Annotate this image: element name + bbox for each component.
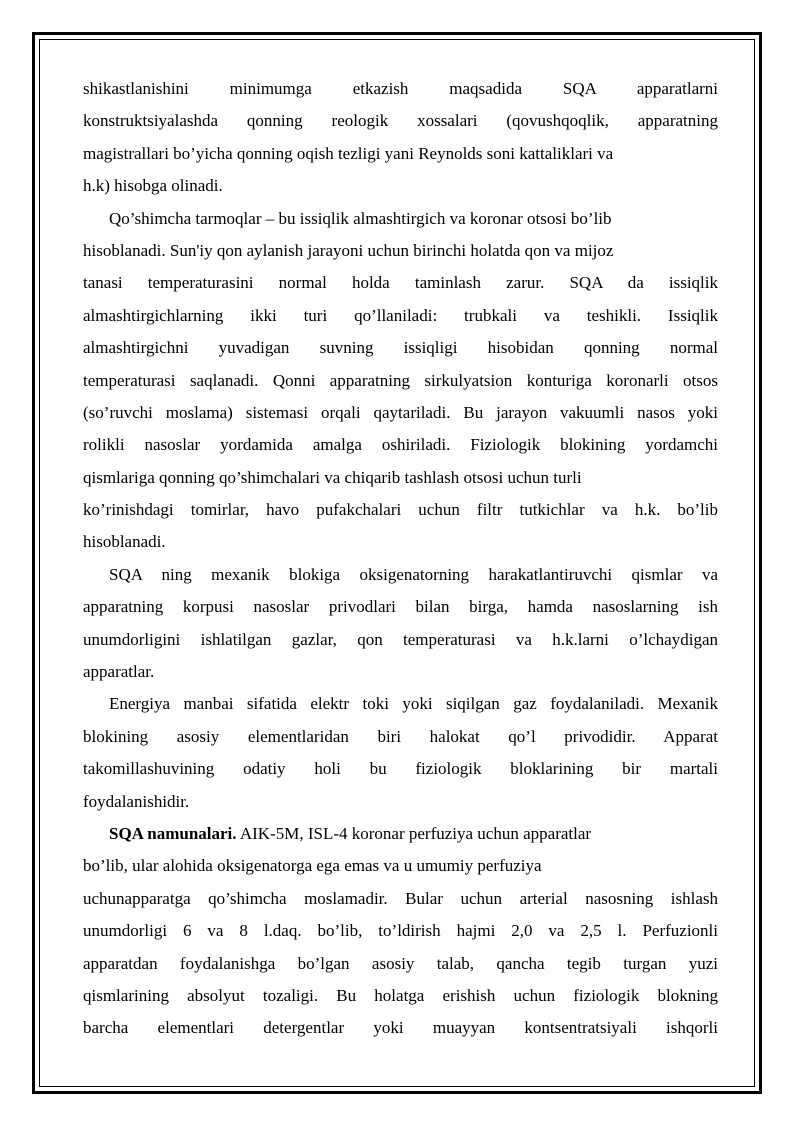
line-text: almashtirgichni yuvadigan suvning issiqligi hisobidan qonning normal — [83, 338, 718, 358]
text-line — [83, 624, 718, 656]
text-line — [83, 73, 718, 105]
line-text: konstruktsiyalashda qonning reologik xossalari (qovushqoqlik, apparatning — [83, 111, 718, 131]
text-line — [83, 948, 718, 980]
line-text: tanasi temperaturasini normal holda taminlash zarur. SQA da issiqlik — [83, 273, 718, 293]
text-line — [83, 688, 718, 720]
text-line — [83, 170, 718, 202]
text-line — [83, 235, 718, 267]
text-line — [83, 397, 718, 429]
line-text: hisoblanadi. — [83, 532, 166, 552]
text-line — [83, 980, 718, 1012]
line-text: ko’rinishdagi tomirlar, havo pufakchalari uchun filtr tutkichlar va h.k. bo’lib — [83, 500, 718, 520]
text-line — [83, 429, 718, 461]
line-text: qismlarining absolyut tozaligi. Bu holatga erishish uchun fiziologik blokning — [83, 985, 718, 1005]
text-line — [83, 721, 718, 753]
line-text: takomillashuvining odatiy holi bu fiziologik bloklarining bir martali — [83, 759, 718, 779]
text-line — [83, 656, 718, 688]
text-line — [83, 559, 718, 591]
line-text: temperaturasi saqlanadi. Qonni apparatning sirkulyatsion konturiga koronarli otsos — [83, 370, 718, 390]
line-text: shikastlanishini minimumga etkazish maqsadida SQA apparatlarni — [83, 79, 718, 98]
line-text: magistrallari bo’yicha qonning oqish tezligi yani Reynolds soni kattaliklari va — [83, 143, 614, 163]
text-line — [83, 138, 718, 170]
line-text: foydalanishidir. — [83, 791, 190, 811]
text-line — [83, 494, 718, 526]
line-text: almashtirgichlarning ikki turi qo’llaniladi: trubkali va teshikli. Issiqlik — [83, 305, 718, 325]
line-text: hisoblanadi. Sun'iy qon aylanish jarayoni uchun birinchi holatda qon va mijoz — [83, 240, 614, 260]
line-text: (so’ruvchi moslama) sistemasi orqali qaytariladi. Bu jarayon vakuumli nasos yoki — [83, 402, 718, 422]
text-line — [83, 818, 718, 850]
text-line — [83, 850, 718, 882]
text-line — [83, 105, 718, 137]
line-text: qismlariga qonning qo’shimchalari va chiqarib tashlash otsosi uchun turli — [83, 467, 582, 487]
text-line — [83, 753, 718, 785]
text-line — [83, 462, 718, 494]
text-line — [83, 332, 718, 364]
text-line — [83, 1012, 718, 1044]
text-line — [83, 786, 718, 818]
section-heading: SQA namunalari. — [109, 823, 237, 843]
text-line — [83, 365, 718, 397]
text-line — [83, 883, 718, 915]
line-text: blokining asosiy elementlaridan biri halokat qo’l privodidir. Apparat — [83, 726, 718, 746]
text-line — [83, 267, 718, 299]
text-line — [83, 591, 718, 623]
text-line — [83, 526, 718, 558]
text-line — [83, 203, 718, 235]
line-text: apparatning korpusi nasoslar privodlari bilan birga, hamda nasoslarning ish — [83, 597, 718, 617]
line-text: barcha elementlari detergentlar yoki muayyan kontsentratsiyali ishqorli — [83, 1018, 718, 1038]
line-text: uchunapparatga qo’shimcha moslamadir. Bular uchun arterial nasosning ishlash — [83, 888, 718, 908]
line-text: Energiya manbai sifatida elektr toki yoki siqilgan gaz foydalaniladi. Mexanik — [109, 694, 718, 714]
text-line — [83, 300, 718, 332]
line-text: rolikli nasoslar yordamida amalga oshiriladi. Fiziologik blokining yordamchi — [83, 435, 718, 455]
line-text: apparatlar. — [83, 662, 155, 682]
line-text: bo’lib, ular alohida oksigenatorga ega emas va u umumiy perfuziya — [83, 856, 542, 876]
text-line — [83, 915, 718, 947]
line-text: apparatdan foydalanishga bo’lgan asosiy talab, qancha tegib turgan yuzi — [83, 953, 718, 973]
document-body — [83, 73, 718, 1045]
line-text: Qo’shimcha tarmoqlar – bu issiqlik almashtirgich va koronar otsosi bo’lib — [109, 208, 612, 228]
line-text: AIK-5M, ISL-4 koronar perfuziya uchun apparatlar — [239, 823, 592, 843]
line-text: unumdorligi 6 va 8 l.daq. bo’lib, to’ldirish hajmi 2,0 va 2,5 l. Perfuzionli — [83, 921, 718, 941]
line-text: unumdorligini ishlatilgan gazlar, qon temperaturasi va h.k.larni o’lchaydigan — [83, 629, 718, 649]
line-text: h.k) hisobga olinadi. — [83, 176, 223, 196]
line-text: SQA ning mexanik blokiga oksigenatorning harakatlantiruvchi qismlar va — [109, 564, 718, 584]
